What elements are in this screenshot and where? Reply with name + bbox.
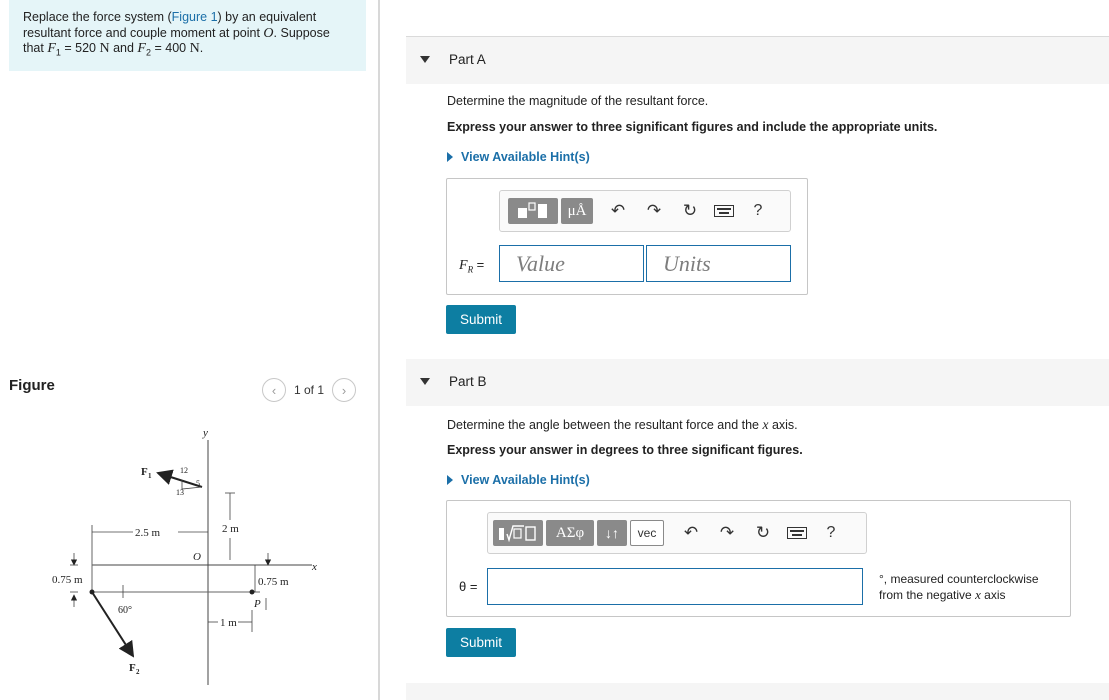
angle-input[interactable] <box>487 568 863 605</box>
figure-heading: Figure <box>9 377 55 394</box>
problem-text-1: Replace the force system ( <box>23 10 172 24</box>
next-figure-button[interactable] <box>332 378 356 402</box>
part-a-prompt: Determine the magnitude of the resultant force. <box>447 94 709 108</box>
fr-equals: = <box>473 257 485 272</box>
chevron-right-icon: › <box>341 382 347 398</box>
point-p-label: P <box>254 598 261 610</box>
f1-label: F <box>141 466 148 478</box>
part-b-header[interactable] <box>406 359 1109 406</box>
angle-suffix-line-1: °, measured counterclockwise <box>879 572 1039 586</box>
help-icon[interactable]: ? <box>826 524 836 541</box>
dim-2-5-label: 2.5 m <box>135 527 161 539</box>
dim-2-label: 2 m <box>222 523 239 535</box>
point-o: O <box>263 25 274 41</box>
x-axis-label: x <box>312 561 317 573</box>
slope-12-label: 12 <box>180 466 188 475</box>
part-a-toolbar <box>499 190 791 232</box>
part-a-answer-box <box>446 178 808 295</box>
f1-symbol: F <box>47 41 56 56</box>
part-b-prompt-text-2: axis. <box>768 418 798 432</box>
f2-label: F <box>129 662 136 674</box>
problem-text-3: . Suppose that <box>23 25 330 55</box>
y-axis-label: y <box>203 427 208 439</box>
left-panel <box>0 0 380 700</box>
f2-value: = 400 <box>151 41 190 55</box>
next-part-header[interactable] <box>406 683 1109 700</box>
fr-symbol: F <box>459 258 468 273</box>
part-b-prompt <box>447 417 798 433</box>
panel-divider <box>378 0 380 700</box>
part-a-instruction: Express your answer to three significant figures and include the appropriate units. <box>447 120 938 134</box>
problem-end: . <box>199 41 204 55</box>
f2-arrow <box>92 592 133 656</box>
angle-suffix-text-2: axis <box>980 588 1006 602</box>
figure-link[interactable]: Figure 1 <box>171 10 218 24</box>
f2-sub: 2 <box>145 47 151 58</box>
subscript-superscript-button[interactable]: ↓↑ <box>597 520 627 546</box>
part-a-submit-button[interactable]: Submit <box>446 305 516 334</box>
f1-value: = 520 <box>60 41 100 55</box>
part-b-submit-button[interactable]: Submit <box>446 628 516 657</box>
dim-1-label: 1 m <box>220 617 237 629</box>
undo-icon[interactable]: ↶ <box>610 201 626 220</box>
force-diagram <box>40 420 340 690</box>
value-input[interactable]: Value <box>499 245 644 282</box>
problem-text-2: ) by an equivalent resultant force and couple moment at point <box>23 10 317 40</box>
caret-right-icon <box>447 475 453 485</box>
theta-label: θ = <box>459 579 478 594</box>
templates-icon <box>498 524 538 542</box>
angle-suffix-line-2 <box>879 587 1039 603</box>
templates-button[interactable] <box>493 520 543 546</box>
f1-label-sub: 1 <box>148 472 152 480</box>
fr-sub: R <box>467 264 474 275</box>
part-b-answer-box <box>446 500 1071 617</box>
and-text: and <box>109 41 138 55</box>
caret-right-icon <box>447 152 453 162</box>
part-a-title: Part A <box>449 52 486 67</box>
f2-symbol: F <box>137 41 146 56</box>
redo-icon[interactable]: ↷ <box>719 523 735 542</box>
f1-unit: N <box>99 41 110 56</box>
part-a-hint-link[interactable] <box>447 150 590 164</box>
redo-icon[interactable]: ↷ <box>646 201 662 220</box>
f1-sub: 1 <box>55 47 61 58</box>
point-p-dot <box>250 590 255 595</box>
f2-unit: N <box>189 41 200 56</box>
part-b-hint-label: View Available Hint(s) <box>461 473 590 487</box>
undo-icon[interactable]: ↶ <box>683 523 699 542</box>
dim-0-75-left-label: 0.75 m <box>52 574 83 586</box>
slope-5-label: 5 <box>196 479 200 488</box>
templates-icon <box>516 202 550 220</box>
fr-label <box>459 257 484 275</box>
angle-suffix-x: x <box>975 587 981 602</box>
part-b-prompt-text-1: Determine the angle between the resultant force and the <box>447 418 763 432</box>
f2-label-sub: 2 <box>136 668 140 676</box>
problem-statement <box>9 0 366 71</box>
part-b-instruction: Express your answer in degrees to three significant figures. <box>447 443 803 457</box>
units-button[interactable]: μÅ <box>561 198 593 224</box>
help-icon[interactable]: ? <box>753 202 763 219</box>
templates-button[interactable] <box>508 198 558 224</box>
origin-label: O <box>193 551 201 563</box>
keyboard-icon[interactable] <box>713 200 735 222</box>
angle-suffix <box>879 571 1039 603</box>
collapse-caret-icon[interactable] <box>420 56 430 63</box>
part-b-hint-link[interactable] <box>447 473 590 487</box>
vector-button[interactable]: vec <box>630 520 664 546</box>
pager-count: 1 of 1 <box>294 383 325 397</box>
part-b-prompt-x: x <box>762 417 769 432</box>
dim-0-75-right-label: 0.75 m <box>258 576 289 588</box>
previous-figure-button[interactable] <box>262 378 286 402</box>
keyboard-icon[interactable] <box>786 522 808 544</box>
part-b-toolbar <box>487 512 867 554</box>
figure-pager <box>262 378 356 402</box>
part-a-hint-label: View Available Hint(s) <box>461 150 590 164</box>
part-b-title: Part B <box>449 374 487 389</box>
part-a-header[interactable] <box>406 37 1109 84</box>
slope-13-label: 13 <box>176 488 184 497</box>
angle-label: 60° <box>118 605 132 616</box>
angle-suffix-text-1: from the negative <box>879 588 976 602</box>
reset-icon[interactable]: ↻ <box>682 201 698 220</box>
reset-icon[interactable]: ↻ <box>755 523 771 542</box>
chevron-left-icon: ‹ <box>271 382 277 398</box>
units-input[interactable]: Units <box>646 245 791 282</box>
greek-symbols-button[interactable]: ΑΣφ <box>546 520 594 546</box>
collapse-caret-icon[interactable] <box>420 378 430 385</box>
